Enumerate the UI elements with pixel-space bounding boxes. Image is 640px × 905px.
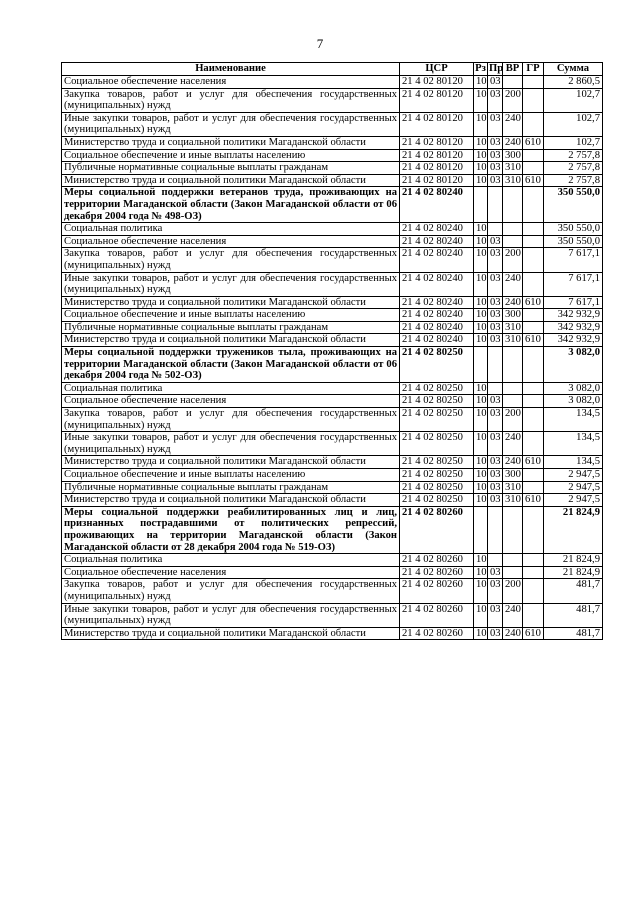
cell-vr [503,554,523,567]
cell-vr: 200 [503,408,523,432]
cell-pr [488,223,503,236]
cell-csr: 21 4 02 80120 [400,76,474,89]
cell-sum: 102,7 [544,136,603,149]
cell-pr: 03 [488,334,503,347]
table-row [62,272,603,296]
cell-vr: 310 [503,162,523,175]
cell-rz: 10 [474,603,488,627]
cell-vr: 240 [503,627,523,640]
cell-csr: 21 4 02 80120 [400,136,474,149]
cell-name: Закупка товаров, работ и услуг для обеспечения государственных (муниципальных) нужд [62,579,400,603]
table-row [62,76,603,89]
cell-rz: 10 [474,296,488,309]
cell-sum: 2 947,5 [544,481,603,494]
cell-name: Социальное обеспечение и иные выплаты населению [62,149,400,162]
cell-gr: 610 [523,456,544,469]
cell-csr: 21 4 02 80260 [400,579,474,603]
cell-gr [523,603,544,627]
cell-gr [523,149,544,162]
cell-name: Социальное обеспечение населения [62,235,400,248]
table-row [62,432,603,456]
cell-rz: 10 [474,76,488,89]
cell-sum: 2 757,8 [544,149,603,162]
table-row [62,223,603,236]
cell-gr [523,554,544,567]
cell-sum: 7 617,1 [544,248,603,272]
cell-vr [503,187,523,223]
cell-vr: 310 [503,334,523,347]
cell-csr: 21 4 02 80240 [400,296,474,309]
cell-gr [523,76,544,89]
table-row [62,296,603,309]
cell-csr: 21 4 02 80250 [400,456,474,469]
cell-vr: 310 [503,481,523,494]
cell-rz [474,187,488,223]
cell-csr: 21 4 02 80240 [400,309,474,322]
cell-rz: 10 [474,395,488,408]
cell-csr: 21 4 02 80250 [400,382,474,395]
cell-name: Социальная политика [62,554,400,567]
table-body [62,76,603,640]
table-row [62,554,603,567]
cell-sum: 350 550,0 [544,187,603,223]
cell-rz: 10 [474,162,488,175]
cell-rz: 10 [474,579,488,603]
cell-rz: 10 [474,149,488,162]
table-row [62,309,603,322]
table-row [62,347,603,383]
cell-csr: 21 4 02 80250 [400,395,474,408]
cell-vr: 240 [503,296,523,309]
cell-csr: 21 4 02 80240 [400,187,474,223]
table-row [62,408,603,432]
cell-csr: 21 4 02 80120 [400,149,474,162]
cell-name: Социальное обеспечение населения [62,76,400,89]
cell-gr [523,579,544,603]
cell-vr: 310 [503,494,523,507]
cell-rz: 10 [474,321,488,334]
table-row [62,456,603,469]
table-row [62,112,603,136]
cell-sum: 481,7 [544,579,603,603]
cell-rz: 10 [474,627,488,640]
cell-gr: 610 [523,334,544,347]
cell-gr [523,112,544,136]
table-row [62,506,603,553]
cell-vr: 240 [503,112,523,136]
cell-gr [523,223,544,236]
cell-vr [503,223,523,236]
cell-vr: 240 [503,136,523,149]
cell-gr [523,506,544,553]
table-row [62,187,603,223]
cell-pr: 03 [488,481,503,494]
cell-name: Публичные нормативные социальные выплаты гражданам [62,321,400,334]
cell-name: Закупка товаров, работ и услуг для обеспечения государственных (муниципальных) нужд [62,408,400,432]
cell-gr [523,481,544,494]
cell-csr: 21 4 02 80250 [400,481,474,494]
table-row [62,162,603,175]
cell-rz [474,506,488,553]
cell-csr: 21 4 02 80260 [400,603,474,627]
table-row [62,494,603,507]
column-header-sum: Сумма [544,63,603,76]
cell-gr [523,309,544,322]
cell-rz: 10 [474,272,488,296]
cell-vr: 240 [503,432,523,456]
cell-pr: 03 [488,627,503,640]
cell-sum: 342 932,9 [544,309,603,322]
table-row [62,395,603,408]
cell-csr: 21 4 02 80260 [400,627,474,640]
table-row [62,88,603,112]
cell-sum: 2 947,5 [544,469,603,482]
cell-csr: 21 4 02 80240 [400,334,474,347]
cell-gr: 610 [523,296,544,309]
cell-gr: 610 [523,174,544,187]
cell-vr: 310 [503,174,523,187]
cell-rz: 10 [474,248,488,272]
cell-sum: 21 824,9 [544,506,603,553]
cell-vr [503,235,523,248]
cell-rz: 10 [474,136,488,149]
cell-vr: 200 [503,88,523,112]
cell-sum: 102,7 [544,88,603,112]
cell-pr: 03 [488,432,503,456]
table-row [62,579,603,603]
cell-pr [488,382,503,395]
cell-pr: 03 [488,603,503,627]
cell-pr: 03 [488,76,503,89]
cell-name: Публичные нормативные социальные выплаты гражданам [62,162,400,175]
cell-rz: 10 [474,309,488,322]
cell-name: Социальное обеспечение населения [62,395,400,408]
cell-name: Министерство труда и социальной политики Магаданской области [62,174,400,187]
cell-name: Меры социальной поддержки ветеранов труда, проживающих на территории Магаданской области (Закон Магаданской области от 06 декабря 2004 года № 498-ОЗ) [62,187,400,223]
cell-gr [523,566,544,579]
cell-gr: 610 [523,136,544,149]
cell-pr: 03 [488,149,503,162]
cell-gr [523,88,544,112]
cell-vr: 240 [503,272,523,296]
cell-name: Меры социальной поддержки реабилитированных лиц и лиц, признанных пострадавшими от политических репрессий, проживающих на территории Магаданской области (Закон Магаданской области от 28 декабря 2004 года № 519-ОЗ) [62,506,400,553]
cell-pr: 03 [488,566,503,579]
cell-vr: 310 [503,321,523,334]
cell-rz: 10 [474,223,488,236]
cell-vr: 300 [503,149,523,162]
column-header-name: Наименование [62,63,400,76]
cell-sum: 342 932,9 [544,321,603,334]
column-header-pr: Пр [489,63,504,74]
cell-vr [503,382,523,395]
cell-sum: 3 082,0 [544,347,603,383]
cell-name: Иные закупки товаров, работ и услуг для обеспечения государственных (муниципальных) нужд [62,272,400,296]
cell-vr [503,566,523,579]
cell-pr: 03 [488,112,503,136]
cell-gr [523,395,544,408]
cell-csr: 21 4 02 80120 [400,162,474,175]
cell-pr: 03 [488,174,503,187]
cell-sum: 3 082,0 [544,395,603,408]
cell-rz: 10 [474,408,488,432]
cell-sum: 350 550,0 [544,235,603,248]
column-header-vr: ВР [503,63,523,76]
cell-sum: 21 824,9 [544,566,603,579]
cell-rz: 10 [474,469,488,482]
cell-pr: 03 [488,272,503,296]
cell-pr: 03 [488,469,503,482]
cell-sum: 342 932,9 [544,334,603,347]
page-number: 7 [316,36,324,51]
cell-name: Социальная политика [62,223,400,236]
cell-name: Иные закупки товаров, работ и услуг для обеспечения государственных (муниципальных) нужд [62,603,400,627]
cell-name: Министерство труда и социальной политики Магаданской области [62,136,400,149]
cell-csr: 21 4 02 80250 [400,469,474,482]
cell-name: Публичные нормативные социальные выплаты гражданам [62,481,400,494]
table-row [62,334,603,347]
column-header-csr: ЦСР [400,63,474,76]
cell-csr: 21 4 02 80120 [400,112,474,136]
cell-name: Закупка товаров, работ и услуг для обеспечения государственных (муниципальных) нужд [62,248,400,272]
cell-name: Министерство труда и социальной политики Магаданской области [62,334,400,347]
cell-pr: 03 [488,235,503,248]
cell-sum: 7 617,1 [544,272,603,296]
cell-name: Закупка товаров, работ и услуг для обеспечения государственных (муниципальных) нужд [62,88,400,112]
table-row [62,566,603,579]
cell-vr: 200 [503,579,523,603]
cell-sum: 481,7 [544,627,603,640]
cell-gr: 610 [523,627,544,640]
cell-gr: 610 [523,494,544,507]
cell-sum: 102,7 [544,112,603,136]
cell-vr: 240 [503,456,523,469]
table-row [62,235,603,248]
cell-csr: 21 4 02 80260 [400,554,474,567]
cell-pr [488,554,503,567]
table-row [62,174,603,187]
cell-gr [523,432,544,456]
cell-rz: 10 [474,481,488,494]
cell-csr: 21 4 02 80250 [400,432,474,456]
cell-sum: 134,5 [544,456,603,469]
cell-pr [488,506,503,553]
cell-csr: 21 4 02 80260 [400,506,474,553]
cell-rz: 10 [474,235,488,248]
cell-gr [523,347,544,383]
cell-sum: 481,7 [544,603,603,627]
cell-pr [488,187,503,223]
table-row [62,248,603,272]
cell-rz: 10 [474,456,488,469]
cell-csr: 21 4 02 80250 [400,408,474,432]
cell-pr: 03 [488,88,503,112]
table-row [62,627,603,640]
table-row [62,149,603,162]
cell-rz: 10 [474,112,488,136]
cell-pr: 03 [488,248,503,272]
budget-table [61,62,603,640]
table-row [62,136,603,149]
cell-name: Социальная политика [62,382,400,395]
cell-gr [523,321,544,334]
cell-vr: 300 [503,309,523,322]
cell-gr [523,235,544,248]
cell-vr: 240 [503,603,523,627]
cell-sum: 3 082,0 [544,382,603,395]
cell-name: Социальное обеспечение населения [62,566,400,579]
table-row [62,382,603,395]
cell-gr [523,382,544,395]
cell-csr: 21 4 02 80120 [400,88,474,112]
cell-name: Министерство труда и социальной политики Магаданской области [62,494,400,507]
cell-name: Социальное обеспечение и иные выплаты населению [62,469,400,482]
cell-name: Министерство труда и социальной политики Магаданской области [62,456,400,469]
cell-vr: 200 [503,248,523,272]
cell-pr: 03 [488,162,503,175]
cell-sum: 2 947,5 [544,494,603,507]
cell-pr: 03 [488,309,503,322]
cell-gr [523,162,544,175]
column-header-rz: Рз [475,63,486,74]
cell-name: Иные закупки товаров, работ и услуг для обеспечения государственных (муниципальных) нужд [62,432,400,456]
cell-gr [523,408,544,432]
table-row [62,603,603,627]
cell-sum: 350 550,0 [544,223,603,236]
cell-csr: 21 4 02 80120 [400,174,474,187]
cell-csr: 21 4 02 80260 [400,566,474,579]
cell-csr: 21 4 02 80240 [400,272,474,296]
cell-rz: 10 [474,382,488,395]
cell-pr: 03 [488,321,503,334]
cell-vr [503,76,523,89]
cell-sum: 134,5 [544,408,603,432]
cell-name: Иные закупки товаров, работ и услуг для обеспечения государственных (муниципальных) нужд [62,112,400,136]
cell-vr [503,395,523,408]
cell-rz [474,347,488,383]
cell-csr: 21 4 02 80250 [400,494,474,507]
cell-pr: 03 [488,296,503,309]
cell-pr: 03 [488,136,503,149]
cell-rz: 10 [474,88,488,112]
cell-csr: 21 4 02 80240 [400,321,474,334]
cell-name: Меры социальной поддержки тружеников тыла, проживающих на территории Магаданской области (Закон Магаданской области от 06 декабря 2004 года № 502-ОЗ) [62,347,400,383]
cell-gr [523,187,544,223]
cell-sum: 7 617,1 [544,296,603,309]
cell-pr: 03 [488,494,503,507]
cell-rz: 10 [474,432,488,456]
cell-gr [523,272,544,296]
cell-name: Министерство труда и социальной политики Магаданской области [62,296,400,309]
table-header-row [62,63,603,76]
cell-pr: 03 [488,408,503,432]
cell-pr [488,347,503,383]
cell-rz: 10 [474,554,488,567]
cell-pr: 03 [488,395,503,408]
cell-csr: 21 4 02 80250 [400,347,474,383]
cell-vr: 300 [503,469,523,482]
cell-name: Министерство труда и социальной политики Магаданской области [62,627,400,640]
cell-sum: 2 757,8 [544,174,603,187]
cell-rz: 10 [474,334,488,347]
cell-csr: 21 4 02 80240 [400,223,474,236]
cell-sum: 2 757,8 [544,162,603,175]
table-row [62,321,603,334]
cell-pr: 03 [488,579,503,603]
cell-csr: 21 4 02 80240 [400,248,474,272]
cell-csr: 21 4 02 80240 [400,235,474,248]
cell-vr [503,347,523,383]
cell-rz: 10 [474,174,488,187]
cell-gr [523,248,544,272]
cell-name: Социальное обеспечение и иные выплаты населению [62,309,400,322]
cell-sum: 2 860,5 [544,76,603,89]
cell-vr [503,506,523,553]
cell-sum: 134,5 [544,432,603,456]
cell-rz: 10 [474,566,488,579]
table-row [62,481,603,494]
column-header-gr: ГР [523,63,544,76]
cell-sum: 21 824,9 [544,554,603,567]
cell-gr [523,469,544,482]
table-row [62,469,603,482]
cell-rz: 10 [474,494,488,507]
cell-pr: 03 [488,456,503,469]
